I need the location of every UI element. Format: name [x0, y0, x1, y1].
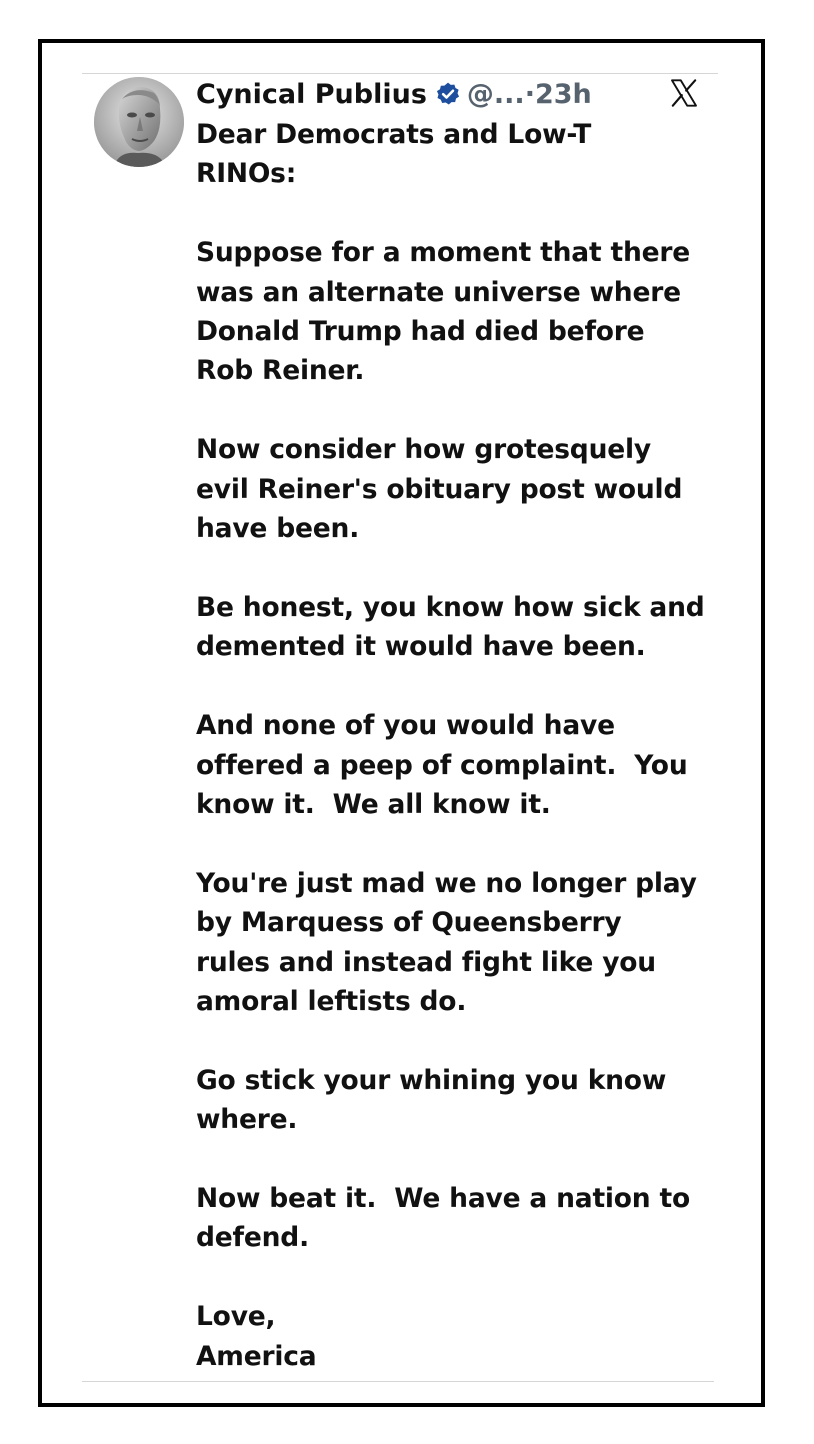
display-name[interactable]: Cynical Publius — [196, 78, 427, 110]
bust-portrait-icon — [94, 77, 184, 167]
avatar[interactable] — [94, 77, 184, 167]
bottom-divider — [82, 1381, 714, 1382]
post-header — [196, 77, 592, 111]
meta-separator: · — [524, 78, 535, 110]
post-body-text: Dear Democrats and Low-T RINOs: Suppose for a moment that there was an alternate universe where Donald Trump had died before Rob Reiner. Now consider how grotesquely evil Reiner's obituary post would have been. Be honest, you know how sick and demented it would have been. And none of you would have offered a peep of complaint. You know it. We all know it. You're just mad we no longer play by Marquess of Queensberry rules and instead fight like you amoral leftists do. Go stick your whining you know where. Now beat it. We have a nation to defend. Love, America — [196, 119, 705, 1372]
user-handle[interactable]: @... — [466, 78, 525, 110]
post-timestamp[interactable]: 23h — [534, 78, 592, 110]
verified-badge-icon — [435, 81, 461, 107]
x-logo-icon[interactable] — [668, 77, 700, 109]
screenshot-frame — [38, 39, 765, 1407]
top-divider — [82, 73, 718, 74]
